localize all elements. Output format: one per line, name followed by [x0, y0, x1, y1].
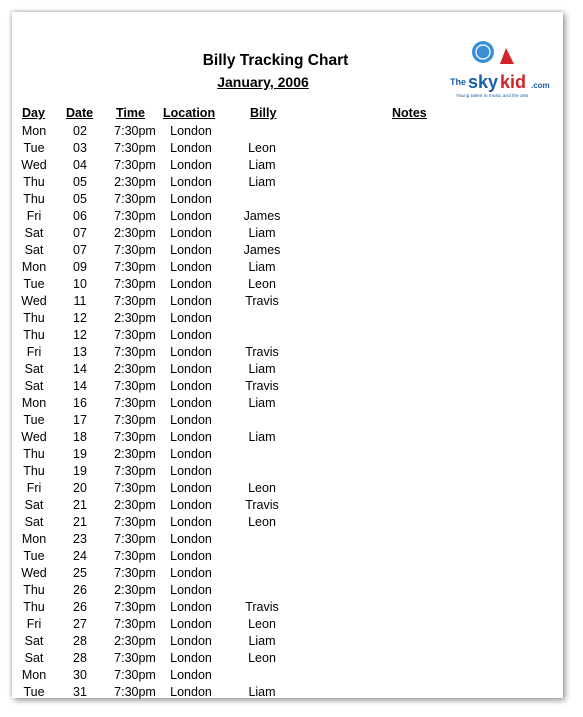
cell-day: Mon [21, 260, 47, 274]
logo-tagline: Young talent in music and the arts [456, 94, 529, 99]
cell-time: 7:30pm [114, 617, 156, 631]
cell-location: London [170, 532, 212, 546]
table-row [12, 412, 563, 429]
cell-location: London [170, 141, 212, 155]
cell-day: Sat [24, 226, 44, 240]
cell-day: Wed [21, 294, 47, 308]
cell-time: 2:30pm [114, 175, 156, 189]
column-header-date: Date [66, 106, 94, 120]
cell-day: Tue [23, 549, 45, 563]
cell-date: 10 [73, 277, 87, 291]
cell-date: 02 [73, 124, 87, 138]
cell-billy: Leon [248, 651, 276, 665]
cell-location: London [170, 260, 212, 274]
cell-day: Tue [23, 277, 45, 291]
cell-location: London [170, 294, 212, 308]
cell-date: 25 [73, 566, 87, 580]
table-row [12, 276, 563, 293]
table-row [12, 327, 563, 344]
cell-date: 06 [73, 209, 87, 223]
cell-date: 07 [73, 243, 87, 257]
cell-time: 7:30pm [114, 124, 156, 138]
table-row [12, 378, 563, 395]
cell-date: 27 [73, 617, 87, 631]
cell-time: 7:30pm [114, 277, 156, 291]
cell-billy: Leon [248, 481, 276, 495]
cell-billy: Liam [248, 226, 276, 240]
cell-billy: Travis [245, 498, 279, 512]
cell-location: London [170, 413, 212, 427]
column-header-location: Location [163, 106, 216, 120]
table-row [12, 395, 563, 412]
cell-location: London [170, 498, 212, 512]
cell-date: 21 [73, 515, 87, 529]
cell-date: 12 [73, 328, 87, 342]
page-subtitle: January, 2006 [217, 74, 309, 90]
cell-billy: Leon [248, 515, 276, 529]
cell-time: 7:30pm [114, 413, 156, 427]
table-row [12, 361, 563, 378]
cell-date: 12 [73, 311, 87, 325]
cell-location: London [170, 328, 212, 342]
cell-day: Wed [21, 158, 47, 172]
table-row [12, 242, 563, 259]
cell-location: London [170, 600, 212, 614]
table-row [12, 582, 563, 599]
table-row [12, 157, 563, 174]
cell-day: Sat [24, 243, 44, 257]
cell-location: London [170, 209, 212, 223]
cell-billy: Travis [245, 294, 279, 308]
cell-location: London [170, 549, 212, 563]
cell-day: Thu [23, 464, 45, 478]
table-row [12, 684, 563, 701]
cell-day: Wed [21, 430, 47, 444]
cell-location: London [170, 634, 212, 648]
cell-location: London [170, 226, 212, 240]
cell-day: Fri [26, 617, 42, 631]
table-row [12, 548, 563, 565]
cell-time: 7:30pm [114, 464, 156, 478]
column-header-day: Day [22, 106, 45, 120]
cell-billy: Liam [248, 175, 276, 189]
cell-date: 26 [73, 600, 87, 614]
cell-location: London [170, 617, 212, 631]
cell-day: Mon [21, 532, 47, 546]
table-row [12, 633, 563, 650]
table-row [12, 497, 563, 514]
table-row [12, 446, 563, 463]
cell-time: 2:30pm [114, 634, 156, 648]
table-row [12, 225, 563, 242]
cell-time: 7:30pm [114, 328, 156, 342]
cell-time: 7:30pm [114, 294, 156, 308]
cell-billy: Leon [248, 277, 276, 291]
cell-location: London [170, 192, 212, 206]
cell-date: 14 [73, 362, 87, 376]
cell-day: Fri [26, 209, 42, 223]
logo-globe-icon [472, 41, 494, 63]
cell-time: 7:30pm [114, 260, 156, 274]
cell-time: 7:30pm [114, 515, 156, 529]
cell-location: London [170, 396, 212, 410]
cell-time: 7:30pm [114, 651, 156, 665]
cell-time: 7:30pm [114, 141, 156, 155]
cell-time: 7:30pm [114, 566, 156, 580]
cell-time: 2:30pm [114, 447, 156, 461]
cell-billy: Liam [248, 634, 276, 648]
table-row [12, 429, 563, 446]
cell-location: London [170, 362, 212, 376]
cell-date: 28 [73, 634, 87, 648]
cell-date: 17 [73, 413, 87, 427]
cell-day: Fri [26, 345, 42, 359]
cell-date: 13 [73, 345, 87, 359]
cell-location: London [170, 243, 212, 257]
cell-location: London [170, 668, 212, 682]
cell-billy: Travis [245, 345, 279, 359]
cell-location: London [170, 277, 212, 291]
schedule-table [12, 123, 563, 701]
cell-billy: James [243, 243, 281, 257]
table-row [12, 514, 563, 531]
cell-time: 7:30pm [114, 243, 156, 257]
cell-time: 7:30pm [114, 396, 156, 410]
cell-location: London [170, 175, 212, 189]
cell-date: 24 [73, 549, 87, 563]
table-row [12, 191, 563, 208]
cell-time: 7:30pm [114, 430, 156, 444]
table-row [12, 616, 563, 633]
cell-billy: Liam [248, 396, 276, 410]
table-row [12, 480, 563, 497]
cell-day: Thu [23, 583, 45, 597]
cell-time: 7:30pm [114, 192, 156, 206]
cell-day: Sat [24, 379, 44, 393]
cell-day: Wed [21, 566, 47, 580]
cell-location: London [170, 464, 212, 478]
cell-date: 05 [73, 192, 87, 206]
table-row [12, 531, 563, 548]
cell-day: Thu [23, 600, 45, 614]
cell-location: London [170, 566, 212, 580]
cell-billy: Leon [248, 141, 276, 155]
cell-billy: Travis [245, 600, 279, 614]
table-row [12, 123, 563, 140]
cell-location: London [170, 345, 212, 359]
cell-date: 11 [73, 294, 87, 308]
cell-time: 7:30pm [114, 532, 156, 546]
cell-time: 7:30pm [114, 158, 156, 172]
cell-date: 14 [73, 379, 87, 393]
cell-date: 31 [73, 685, 87, 699]
cell-day: Thu [23, 311, 45, 325]
cell-date: 09 [73, 260, 87, 274]
table-row [12, 293, 563, 310]
table-row [12, 208, 563, 225]
logo-figure-icon [500, 48, 514, 64]
cell-day: Thu [23, 192, 45, 206]
cell-day: Tue [23, 141, 45, 155]
cell-day: Mon [21, 124, 47, 138]
table-row [12, 650, 563, 667]
cell-location: London [170, 447, 212, 461]
cell-location: London [170, 685, 212, 699]
cell-billy: Travis [245, 379, 279, 393]
cell-time: 7:30pm [114, 481, 156, 495]
cell-day: Sat [24, 651, 44, 665]
cell-date: 19 [73, 447, 87, 461]
cell-time: 7:30pm [114, 668, 156, 682]
cell-time: 7:30pm [114, 345, 156, 359]
cell-location: London [170, 651, 212, 665]
cell-day: Fri [26, 481, 42, 495]
cell-day: Sat [24, 515, 44, 529]
cell-billy: Liam [248, 260, 276, 274]
skykid-logo [448, 38, 568, 110]
cell-date: 04 [73, 158, 87, 172]
cell-date: 07 [73, 226, 87, 240]
cell-location: London [170, 515, 212, 529]
cell-billy: James [243, 209, 281, 223]
column-header-billy: Billy [250, 106, 277, 120]
table-row [12, 174, 563, 191]
table-row [12, 259, 563, 276]
cell-billy: Liam [248, 430, 276, 444]
cell-day: Tue [23, 413, 45, 427]
cell-time: 7:30pm [114, 209, 156, 223]
cell-day: Sat [24, 498, 44, 512]
logo-text-sky: sky [468, 72, 499, 92]
cell-date: 16 [73, 396, 87, 410]
cell-location: London [170, 583, 212, 597]
cell-location: London [170, 124, 212, 138]
table-row [12, 344, 563, 361]
column-header-notes: Notes [392, 106, 427, 120]
cell-date: 19 [73, 464, 87, 478]
cell-day: Mon [21, 668, 47, 682]
cell-location: London [170, 311, 212, 325]
cell-time: 7:30pm [114, 549, 156, 563]
cell-billy: Liam [248, 158, 276, 172]
cell-time: 2:30pm [114, 498, 156, 512]
cell-date: 18 [73, 430, 87, 444]
cell-billy: Liam [248, 685, 276, 699]
table-row [12, 463, 563, 480]
cell-time: 2:30pm [114, 226, 156, 240]
cell-day: Tue [23, 685, 45, 699]
cell-billy: Liam [248, 362, 276, 376]
cell-date: 03 [73, 141, 87, 155]
cell-day: Thu [23, 175, 45, 189]
logo-text-kid: kid [500, 72, 527, 92]
cell-location: London [170, 158, 212, 172]
logo-text-the: The [450, 77, 467, 87]
table-row [12, 599, 563, 616]
table-row [12, 140, 563, 157]
cell-date: 05 [73, 175, 87, 189]
cell-time: 7:30pm [114, 600, 156, 614]
cell-location: London [170, 430, 212, 444]
page-title: Billy Tracking Chart [202, 52, 349, 69]
cell-day: Sat [24, 634, 44, 648]
cell-day: Thu [23, 328, 45, 342]
cell-location: London [170, 481, 212, 495]
cell-date: 26 [73, 583, 87, 597]
cell-billy: Leon [248, 617, 276, 631]
table-row [12, 667, 563, 684]
cell-date: 23 [73, 532, 87, 546]
cell-day: Mon [21, 396, 47, 410]
cell-day: Thu [23, 447, 45, 461]
cell-date: 28 [73, 651, 87, 665]
cell-date: 30 [73, 668, 87, 682]
cell-time: 2:30pm [114, 311, 156, 325]
table-row [12, 310, 563, 327]
document-page [12, 12, 563, 698]
cell-time: 2:30pm [114, 362, 156, 376]
table-row [12, 565, 563, 582]
cell-day: Sat [24, 362, 44, 376]
cell-date: 20 [73, 481, 87, 495]
cell-date: 21 [73, 498, 87, 512]
cell-time: 2:30pm [114, 583, 156, 597]
cell-time: 7:30pm [114, 685, 156, 699]
logo-text-com: .com [531, 81, 550, 90]
cell-time: 7:30pm [114, 379, 156, 393]
cell-location: London [170, 379, 212, 393]
column-header-time: Time [116, 106, 145, 120]
